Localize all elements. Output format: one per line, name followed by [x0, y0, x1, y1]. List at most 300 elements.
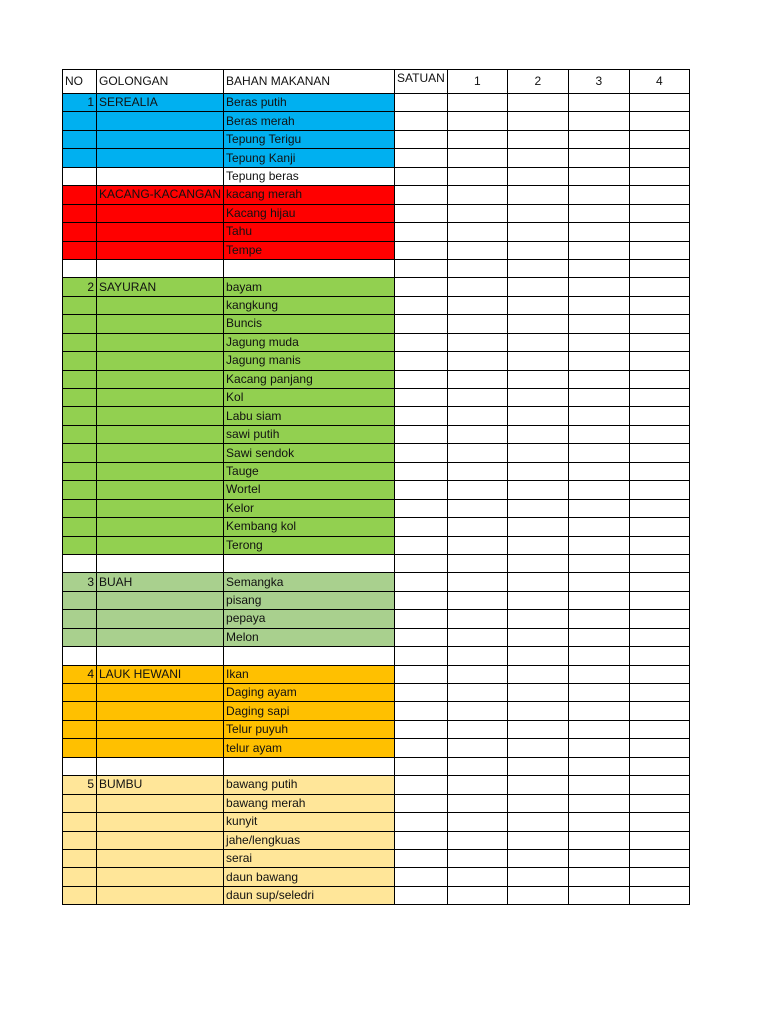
cell-col-1[interactable]: [447, 684, 507, 702]
header-no[interactable]: NO: [63, 70, 97, 94]
cell-col-3[interactable]: [568, 591, 629, 609]
cell-no[interactable]: [63, 407, 97, 425]
cell-golongan[interactable]: [97, 259, 224, 277]
cell-satuan[interactable]: [395, 296, 448, 314]
cell-col-1[interactable]: [447, 407, 507, 425]
cell-col-3[interactable]: [568, 628, 629, 646]
cell-col-4[interactable]: [629, 444, 689, 462]
cell-bahan-makanan[interactable]: Beras putih: [224, 94, 395, 112]
cell-bahan-makanan[interactable]: sawi putih: [224, 425, 395, 443]
cell-col-2[interactable]: [507, 739, 568, 757]
cell-no[interactable]: [63, 610, 97, 628]
header-col-3[interactable]: 3: [568, 70, 629, 94]
cell-col-4[interactable]: [629, 628, 689, 646]
cell-col-1[interactable]: [447, 481, 507, 499]
cell-satuan[interactable]: [395, 794, 448, 812]
cell-no[interactable]: [63, 315, 97, 333]
cell-no[interactable]: [63, 536, 97, 554]
cell-golongan[interactable]: [97, 167, 224, 185]
cell-col-1[interactable]: [447, 536, 507, 554]
cell-col-4[interactable]: [629, 352, 689, 370]
cell-no[interactable]: [63, 757, 97, 775]
cell-col-3[interactable]: [568, 831, 629, 849]
cell-col-2[interactable]: [507, 444, 568, 462]
cell-col-3[interactable]: [568, 278, 629, 296]
cell-col-1[interactable]: [447, 813, 507, 831]
cell-col-3[interactable]: [568, 333, 629, 351]
cell-satuan[interactable]: [395, 112, 448, 130]
cell-col-1[interactable]: [447, 794, 507, 812]
cell-bahan-makanan[interactable]: daun sup/seledri: [224, 886, 395, 904]
cell-col-2[interactable]: [507, 481, 568, 499]
cell-no[interactable]: [63, 425, 97, 443]
cell-col-4[interactable]: [629, 720, 689, 738]
cell-golongan[interactable]: [97, 444, 224, 462]
cell-col-1[interactable]: [447, 389, 507, 407]
cell-bahan-makanan[interactable]: Buncis: [224, 315, 395, 333]
cell-col-2[interactable]: [507, 296, 568, 314]
cell-bahan-makanan[interactable]: serai: [224, 849, 395, 867]
cell-bahan-makanan[interactable]: Tepung Terigu: [224, 130, 395, 148]
cell-satuan[interactable]: [395, 481, 448, 499]
cell-satuan[interactable]: [395, 813, 448, 831]
cell-no[interactable]: [63, 720, 97, 738]
cell-col-4[interactable]: [629, 610, 689, 628]
cell-bahan-makanan[interactable]: Jagung manis: [224, 352, 395, 370]
cell-satuan[interactable]: [395, 757, 448, 775]
cell-col-2[interactable]: [507, 794, 568, 812]
cell-no[interactable]: [63, 462, 97, 480]
cell-bahan-makanan[interactable]: bawang merah: [224, 794, 395, 812]
cell-satuan[interactable]: [395, 665, 448, 683]
cell-col-4[interactable]: [629, 481, 689, 499]
cell-satuan[interactable]: [395, 499, 448, 517]
cell-col-2[interactable]: [507, 204, 568, 222]
cell-col-4[interactable]: [629, 886, 689, 904]
cell-col-2[interactable]: [507, 130, 568, 148]
cell-col-1[interactable]: [447, 352, 507, 370]
cell-col-4[interactable]: [629, 794, 689, 812]
cell-bahan-makanan[interactable]: Semangka: [224, 573, 395, 591]
cell-no[interactable]: [63, 149, 97, 167]
cell-bahan-makanan[interactable]: Ikan: [224, 665, 395, 683]
cell-golongan[interactable]: [97, 370, 224, 388]
cell-no[interactable]: [63, 223, 97, 241]
cell-satuan[interactable]: [395, 573, 448, 591]
cell-col-1[interactable]: [447, 573, 507, 591]
cell-col-3[interactable]: [568, 296, 629, 314]
cell-bahan-makanan[interactable]: jahe/lengkuas: [224, 831, 395, 849]
cell-satuan[interactable]: [395, 628, 448, 646]
cell-col-2[interactable]: [507, 462, 568, 480]
cell-col-3[interactable]: [568, 554, 629, 572]
cell-col-2[interactable]: [507, 499, 568, 517]
cell-satuan[interactable]: [395, 278, 448, 296]
cell-col-4[interactable]: [629, 112, 689, 130]
cell-col-4[interactable]: [629, 296, 689, 314]
cell-golongan[interactable]: [97, 130, 224, 148]
cell-col-1[interactable]: [447, 462, 507, 480]
cell-col-4[interactable]: [629, 130, 689, 148]
cell-no[interactable]: [63, 647, 97, 665]
cell-satuan[interactable]: [395, 610, 448, 628]
cell-satuan[interactable]: [395, 149, 448, 167]
cell-col-1[interactable]: [447, 425, 507, 443]
cell-no[interactable]: [63, 849, 97, 867]
cell-col-3[interactable]: [568, 647, 629, 665]
cell-col-2[interactable]: [507, 278, 568, 296]
header-col-4[interactable]: 4: [629, 70, 689, 94]
cell-col-4[interactable]: [629, 868, 689, 886]
cell-satuan[interactable]: [395, 186, 448, 204]
cell-col-4[interactable]: [629, 167, 689, 185]
cell-satuan[interactable]: [395, 259, 448, 277]
cell-no[interactable]: [63, 739, 97, 757]
cell-col-1[interactable]: [447, 499, 507, 517]
cell-col-3[interactable]: [568, 720, 629, 738]
cell-satuan[interactable]: [395, 425, 448, 443]
cell-col-4[interactable]: [629, 702, 689, 720]
cell-golongan[interactable]: [97, 407, 224, 425]
cell-col-3[interactable]: [568, 259, 629, 277]
cell-golongan[interactable]: [97, 518, 224, 536]
cell-bahan-makanan[interactable]: Kembang kol: [224, 518, 395, 536]
cell-col-1[interactable]: [447, 849, 507, 867]
cell-col-2[interactable]: [507, 536, 568, 554]
cell-col-4[interactable]: [629, 407, 689, 425]
cell-col-2[interactable]: [507, 389, 568, 407]
cell-golongan[interactable]: [97, 591, 224, 609]
cell-golongan[interactable]: [97, 831, 224, 849]
cell-no[interactable]: [63, 333, 97, 351]
cell-col-4[interactable]: [629, 333, 689, 351]
cell-col-2[interactable]: [507, 720, 568, 738]
cell-col-3[interactable]: [568, 684, 629, 702]
cell-col-1[interactable]: [447, 757, 507, 775]
cell-col-2[interactable]: [507, 628, 568, 646]
cell-satuan[interactable]: [395, 352, 448, 370]
cell-bahan-makanan[interactable]: Tepung beras: [224, 167, 395, 185]
cell-golongan[interactable]: [97, 481, 224, 499]
cell-golongan[interactable]: [97, 868, 224, 886]
cell-bahan-makanan[interactable]: bawang putih: [224, 776, 395, 794]
cell-col-4[interactable]: [629, 259, 689, 277]
cell-bahan-makanan[interactable]: Kelor: [224, 499, 395, 517]
cell-golongan[interactable]: [97, 702, 224, 720]
cell-col-4[interactable]: [629, 223, 689, 241]
cell-col-1[interactable]: [447, 94, 507, 112]
cell-col-1[interactable]: [447, 886, 507, 904]
cell-col-2[interactable]: [507, 591, 568, 609]
cell-col-4[interactable]: [629, 831, 689, 849]
cell-col-2[interactable]: [507, 149, 568, 167]
cell-col-1[interactable]: [447, 739, 507, 757]
cell-col-1[interactable]: [447, 186, 507, 204]
cell-satuan[interactable]: [395, 407, 448, 425]
cell-no[interactable]: [63, 352, 97, 370]
cell-col-1[interactable]: [447, 130, 507, 148]
cell-col-4[interactable]: [629, 776, 689, 794]
cell-col-1[interactable]: [447, 241, 507, 259]
cell-satuan[interactable]: [395, 518, 448, 536]
cell-col-4[interactable]: [629, 149, 689, 167]
cell-col-1[interactable]: [447, 112, 507, 130]
cell-bahan-makanan[interactable]: Tempe: [224, 241, 395, 259]
cell-no[interactable]: [63, 112, 97, 130]
cell-no[interactable]: [63, 684, 97, 702]
cell-satuan[interactable]: [395, 868, 448, 886]
cell-no[interactable]: 5: [63, 776, 97, 794]
cell-col-4[interactable]: [629, 370, 689, 388]
header-satuan[interactable]: SATUAN: [395, 70, 448, 94]
cell-satuan[interactable]: [395, 720, 448, 738]
header-golongan[interactable]: GOLONGAN: [97, 70, 224, 94]
cell-col-3[interactable]: [568, 813, 629, 831]
cell-col-1[interactable]: [447, 720, 507, 738]
cell-col-4[interactable]: [629, 757, 689, 775]
header-bahan-makanan[interactable]: BAHAN MAKANAN: [224, 70, 395, 94]
cell-col-1[interactable]: [447, 370, 507, 388]
cell-bahan-makanan[interactable]: kangkung: [224, 296, 395, 314]
cell-col-3[interactable]: [568, 94, 629, 112]
cell-col-3[interactable]: [568, 610, 629, 628]
cell-col-3[interactable]: [568, 462, 629, 480]
cell-satuan[interactable]: [395, 167, 448, 185]
cell-bahan-makanan[interactable]: Tauge: [224, 462, 395, 480]
cell-no[interactable]: [63, 186, 97, 204]
cell-col-4[interactable]: [629, 813, 689, 831]
cell-no[interactable]: [63, 296, 97, 314]
cell-col-3[interactable]: [568, 130, 629, 148]
cell-bahan-makanan[interactable]: kunyit: [224, 813, 395, 831]
cell-golongan[interactable]: [97, 296, 224, 314]
cell-col-3[interactable]: [568, 186, 629, 204]
cell-col-2[interactable]: [507, 647, 568, 665]
cell-satuan[interactable]: [395, 370, 448, 388]
cell-bahan-makanan[interactable]: Kacang hijau: [224, 204, 395, 222]
cell-golongan[interactable]: [97, 610, 224, 628]
cell-col-2[interactable]: [507, 186, 568, 204]
cell-no[interactable]: 3: [63, 573, 97, 591]
cell-col-3[interactable]: [568, 794, 629, 812]
cell-satuan[interactable]: [395, 886, 448, 904]
cell-bahan-makanan[interactable]: pisang: [224, 591, 395, 609]
cell-col-1[interactable]: [447, 278, 507, 296]
cell-golongan[interactable]: [97, 112, 224, 130]
cell-col-4[interactable]: [629, 278, 689, 296]
cell-satuan[interactable]: [395, 591, 448, 609]
cell-col-4[interactable]: [629, 425, 689, 443]
cell-col-2[interactable]: [507, 868, 568, 886]
cell-golongan[interactable]: [97, 352, 224, 370]
cell-col-2[interactable]: [507, 573, 568, 591]
cell-col-3[interactable]: [568, 739, 629, 757]
cell-bahan-makanan[interactable]: pepaya: [224, 610, 395, 628]
cell-col-3[interactable]: [568, 204, 629, 222]
cell-col-4[interactable]: [629, 94, 689, 112]
cell-golongan[interactable]: [97, 333, 224, 351]
header-col-2[interactable]: 2: [507, 70, 568, 94]
cell-bahan-makanan[interactable]: Telur puyuh: [224, 720, 395, 738]
cell-bahan-makanan[interactable]: Sawi sendok: [224, 444, 395, 462]
cell-no[interactable]: [63, 628, 97, 646]
cell-golongan[interactable]: [97, 389, 224, 407]
cell-golongan[interactable]: [97, 223, 224, 241]
cell-no[interactable]: [63, 481, 97, 499]
cell-golongan[interactable]: [97, 849, 224, 867]
cell-bahan-makanan[interactable]: telur ayam: [224, 739, 395, 757]
cell-bahan-makanan[interactable]: Terong: [224, 536, 395, 554]
cell-no[interactable]: [63, 444, 97, 462]
cell-col-2[interactable]: [507, 259, 568, 277]
cell-golongan[interactable]: BUMBU: [97, 776, 224, 794]
cell-col-4[interactable]: [629, 554, 689, 572]
cell-col-2[interactable]: [507, 241, 568, 259]
cell-col-1[interactable]: [447, 776, 507, 794]
cell-col-1[interactable]: [447, 868, 507, 886]
cell-golongan[interactable]: SEREALIA: [97, 94, 224, 112]
cell-col-1[interactable]: [447, 831, 507, 849]
cell-col-4[interactable]: [629, 647, 689, 665]
cell-col-2[interactable]: [507, 831, 568, 849]
cell-col-3[interactable]: [568, 499, 629, 517]
cell-golongan[interactable]: [97, 554, 224, 572]
cell-col-2[interactable]: [507, 886, 568, 904]
cell-no[interactable]: 1: [63, 94, 97, 112]
cell-golongan[interactable]: LAUK HEWANI: [97, 665, 224, 683]
cell-col-3[interactable]: [568, 315, 629, 333]
cell-no[interactable]: [63, 499, 97, 517]
cell-no[interactable]: [63, 370, 97, 388]
cell-bahan-makanan[interactable]: Kacang panjang: [224, 370, 395, 388]
cell-satuan[interactable]: [395, 241, 448, 259]
cell-col-3[interactable]: [568, 370, 629, 388]
cell-col-3[interactable]: [568, 149, 629, 167]
cell-col-3[interactable]: [568, 665, 629, 683]
cell-col-3[interactable]: [568, 868, 629, 886]
cell-golongan[interactable]: [97, 813, 224, 831]
header-col-1[interactable]: 1: [447, 70, 507, 94]
cell-golongan[interactable]: [97, 684, 224, 702]
cell-satuan[interactable]: [395, 849, 448, 867]
cell-col-1[interactable]: [447, 702, 507, 720]
cell-col-1[interactable]: [447, 610, 507, 628]
cell-col-2[interactable]: [507, 554, 568, 572]
cell-col-4[interactable]: [629, 573, 689, 591]
cell-col-3[interactable]: [568, 407, 629, 425]
cell-col-1[interactable]: [447, 518, 507, 536]
cell-no[interactable]: [63, 167, 97, 185]
cell-col-4[interactable]: [629, 204, 689, 222]
cell-col-3[interactable]: [568, 481, 629, 499]
cell-col-2[interactable]: [507, 849, 568, 867]
cell-col-1[interactable]: [447, 647, 507, 665]
cell-col-1[interactable]: [447, 315, 507, 333]
cell-no[interactable]: [63, 241, 97, 259]
cell-col-2[interactable]: [507, 407, 568, 425]
cell-golongan[interactable]: [97, 720, 224, 738]
cell-col-4[interactable]: [629, 591, 689, 609]
cell-golongan[interactable]: [97, 739, 224, 757]
cell-bahan-makanan[interactable]: Melon: [224, 628, 395, 646]
cell-no[interactable]: [63, 259, 97, 277]
cell-col-1[interactable]: [447, 591, 507, 609]
cell-col-2[interactable]: [507, 610, 568, 628]
cell-col-2[interactable]: [507, 684, 568, 702]
cell-col-4[interactable]: [629, 536, 689, 554]
cell-satuan[interactable]: [395, 684, 448, 702]
cell-col-1[interactable]: [447, 665, 507, 683]
cell-col-2[interactable]: [507, 112, 568, 130]
cell-col-4[interactable]: [629, 499, 689, 517]
cell-no[interactable]: [63, 831, 97, 849]
cell-col-4[interactable]: [629, 389, 689, 407]
cell-bahan-makanan[interactable]: Labu siam: [224, 407, 395, 425]
cell-col-2[interactable]: [507, 757, 568, 775]
cell-col-2[interactable]: [507, 702, 568, 720]
cell-satuan[interactable]: [395, 831, 448, 849]
cell-satuan[interactable]: [395, 389, 448, 407]
cell-no[interactable]: [63, 389, 97, 407]
cell-col-4[interactable]: [629, 315, 689, 333]
cell-satuan[interactable]: [395, 444, 448, 462]
cell-satuan[interactable]: [395, 702, 448, 720]
cell-bahan-makanan[interactable]: [224, 647, 395, 665]
cell-satuan[interactable]: [395, 554, 448, 572]
cell-satuan[interactable]: [395, 776, 448, 794]
cell-col-2[interactable]: [507, 370, 568, 388]
cell-col-4[interactable]: [629, 186, 689, 204]
cell-col-4[interactable]: [629, 462, 689, 480]
cell-golongan[interactable]: BUAH: [97, 573, 224, 591]
cell-golongan[interactable]: [97, 886, 224, 904]
cell-col-3[interactable]: [568, 518, 629, 536]
cell-satuan[interactable]: [395, 647, 448, 665]
cell-no[interactable]: [63, 518, 97, 536]
cell-col-1[interactable]: [447, 333, 507, 351]
cell-golongan[interactable]: [97, 462, 224, 480]
cell-col-3[interactable]: [568, 849, 629, 867]
cell-col-2[interactable]: [507, 776, 568, 794]
cell-no[interactable]: [63, 554, 97, 572]
cell-satuan[interactable]: [395, 130, 448, 148]
cell-no[interactable]: [63, 813, 97, 831]
cell-bahan-makanan[interactable]: Daging ayam: [224, 684, 395, 702]
cell-col-2[interactable]: [507, 94, 568, 112]
cell-col-4[interactable]: [629, 739, 689, 757]
cell-col-1[interactable]: [447, 554, 507, 572]
cell-col-4[interactable]: [629, 849, 689, 867]
cell-bahan-makanan[interactable]: daun bawang: [224, 868, 395, 886]
cell-golongan[interactable]: [97, 536, 224, 554]
cell-col-2[interactable]: [507, 518, 568, 536]
cell-col-3[interactable]: [568, 112, 629, 130]
cell-no[interactable]: [63, 794, 97, 812]
cell-golongan[interactable]: [97, 149, 224, 167]
cell-bahan-makanan[interactable]: kacang merah: [224, 186, 395, 204]
cell-col-1[interactable]: [447, 149, 507, 167]
cell-golongan[interactable]: SAYURAN: [97, 278, 224, 296]
cell-col-3[interactable]: [568, 573, 629, 591]
cell-col-4[interactable]: [629, 518, 689, 536]
cell-bahan-makanan[interactable]: [224, 259, 395, 277]
cell-satuan[interactable]: [395, 739, 448, 757]
cell-bahan-makanan[interactable]: [224, 554, 395, 572]
cell-col-1[interactable]: [447, 296, 507, 314]
cell-col-2[interactable]: [507, 333, 568, 351]
cell-satuan[interactable]: [395, 462, 448, 480]
cell-golongan[interactable]: KACANG-KACANGAN: [97, 186, 224, 204]
